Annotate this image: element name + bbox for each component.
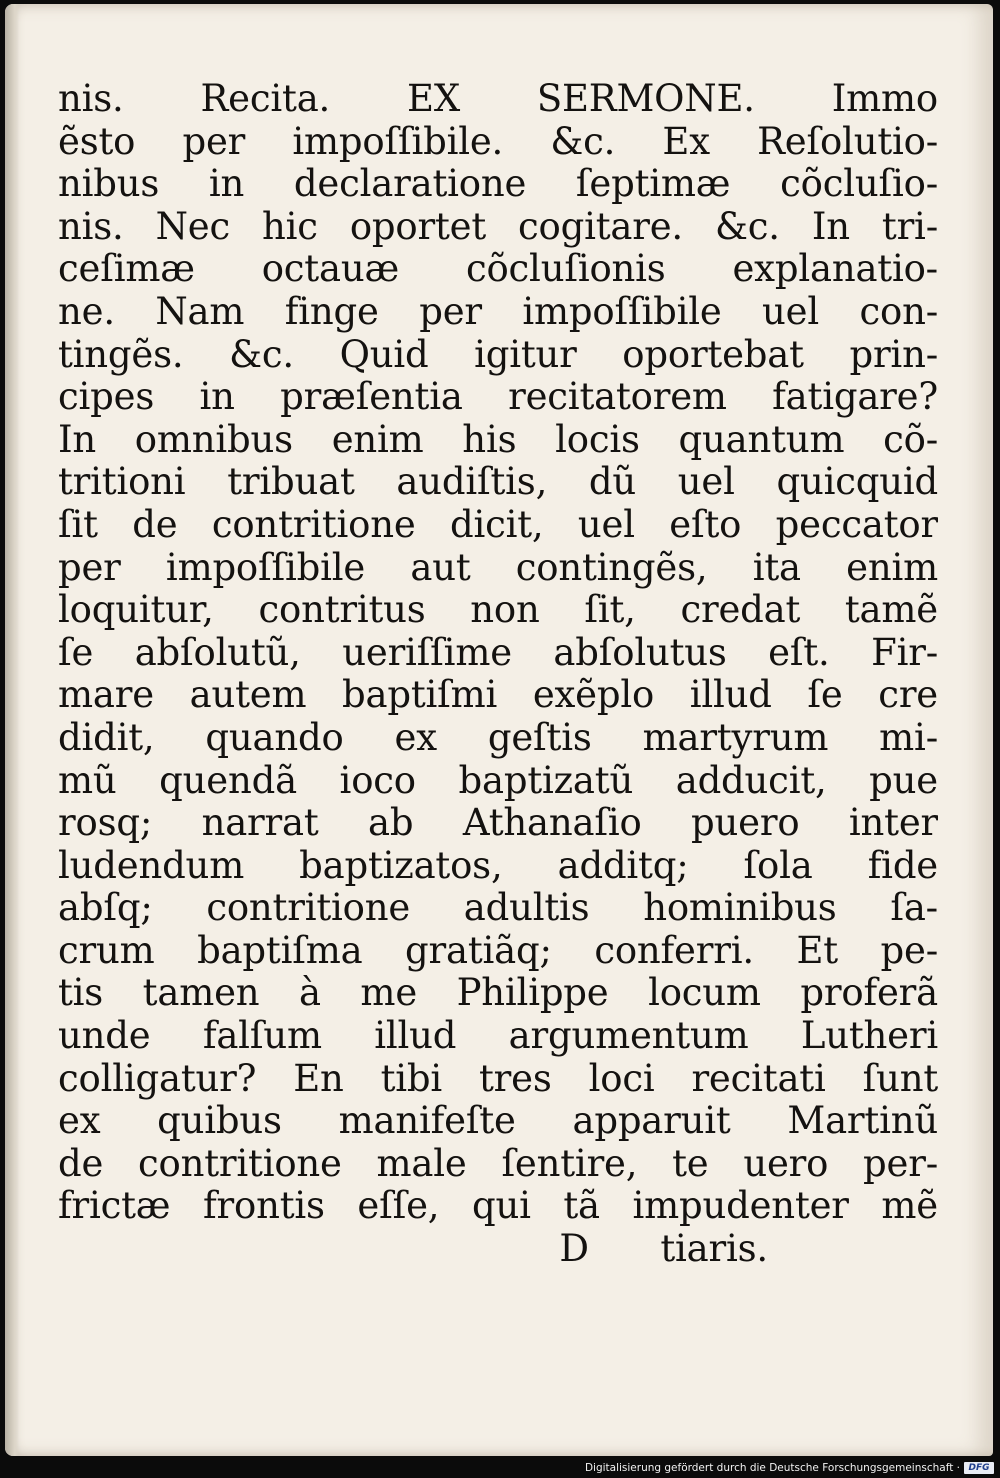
text-line: ludendum baptizatos, additq; ſola fide — [58, 844, 938, 887]
text-line: ceſimæ octauæ cõcluſionis explanatio- — [58, 248, 938, 291]
text-line: In omnibus enim his locis quantum cõ- — [58, 418, 938, 461]
signature-line — [58, 1228, 938, 1271]
text-line: ſit de contritione dicit, uel eſto peccator — [58, 503, 938, 546]
catchword: tiaris. — [660, 1228, 768, 1271]
page-text — [58, 78, 938, 1271]
text-line: abſq; contritione adultis hominibus ſa- — [58, 887, 938, 930]
dfg-logo: DFG — [964, 1462, 994, 1474]
text-line: mũ quendã ioco baptizatũ adducit, pue — [58, 759, 938, 802]
text-line: de contritione male ſentire, te uero per- — [58, 1142, 938, 1185]
funding-credit: Digitalisierung gefördert durch die Deutsche Forschungsgemeinschaft · — [584, 1462, 960, 1474]
text-line: nibus in declaratione ſeptimæ cõcluſio- — [58, 163, 938, 206]
text-line: colligatur? En tibi tres loci recitati ſunt — [58, 1057, 938, 1100]
text-line: tingẽs. &c. Quid igitur oportebat prin- — [58, 333, 938, 376]
text-line: per impoſſibile aut contingẽs, ita enim — [58, 546, 938, 589]
text-line: nis. Recita. EX SERMONE. Immo — [58, 78, 938, 120]
text-line: ẽsto per impoſſibile. &c. Ex Reſolutio- — [58, 120, 938, 163]
text-line: ne. Nam finge per impoſſibile uel con- — [58, 290, 938, 333]
text-line: frictæ frontis eſſe, qui tã impudenter mẽ — [58, 1185, 938, 1228]
text-line: cipes in præſentia recitatorem fatigare? — [58, 376, 938, 419]
text-line: tis tamen à me Philippe locum proferã — [58, 972, 938, 1015]
text-line: ſe abſolutũ, ueriſſime abſolutus eſt. Fir- — [58, 631, 938, 674]
signature-mark: D — [559, 1228, 589, 1271]
text-line: nis. Nec hic oportet cogitare. &c. In tri- — [58, 205, 938, 248]
text-line: mare autem baptiſmi exẽplo illud ſe cre — [58, 674, 938, 717]
text-line: didit, quando ex geſtis martyrum mi- — [58, 716, 938, 759]
text-line: crum baptiſma gratiãq; conferri. Et pe- — [58, 929, 938, 972]
text-line: ex quibus manifeſte apparuit Martinũ — [58, 1100, 938, 1143]
text-line: rosq; narrat ab Athanaſio puero inter — [58, 802, 938, 845]
page-edge — [5, 4, 19, 1456]
text-line: loquitur, contritus non ſit, credat tamẽ — [58, 589, 938, 632]
text-line: unde falſum illud argumentum Lutheri — [58, 1015, 938, 1058]
text-line: tritioni tribuat audiſtis, dũ uel quicquid — [58, 461, 938, 504]
